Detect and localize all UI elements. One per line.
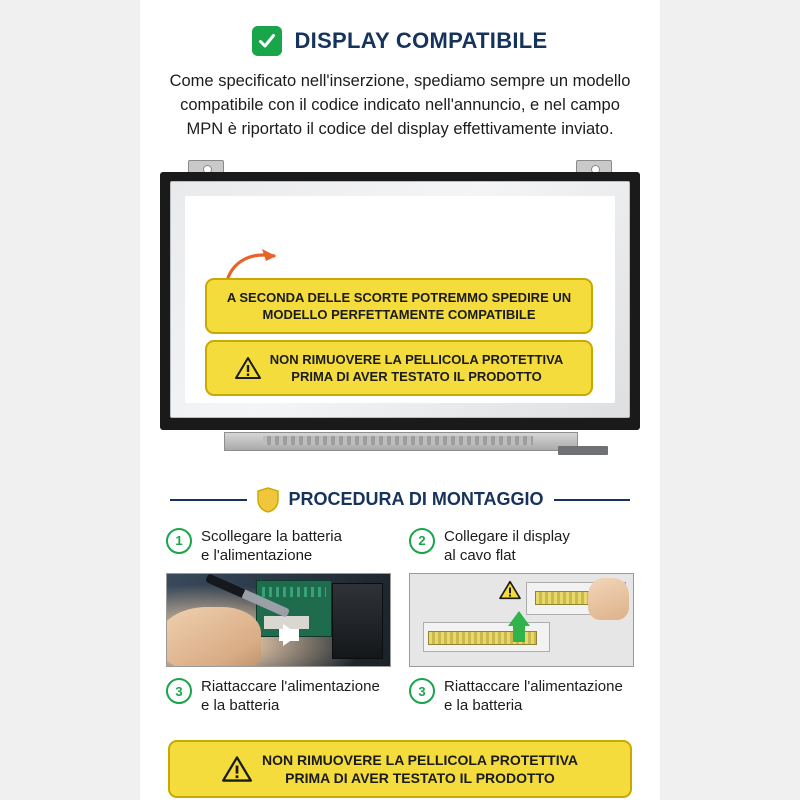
step-text-line1: Riattaccare l'alimentazione: [201, 678, 380, 696]
display-illustration: [150, 160, 650, 465]
callout-protective-film-line1: NON RIMUOVERE LA PELLICOLA PROTETTIVA: [269, 351, 564, 367]
check-mark-icon: [252, 26, 282, 56]
callout-protective-film-text: [270, 351, 563, 385]
procedure-title: PROCEDURA DI MONTAGGIO: [288, 489, 544, 510]
warning-triangle-icon: [222, 755, 252, 783]
step-text: [201, 677, 380, 715]
divider-right: [554, 499, 631, 501]
content-column: [140, 0, 660, 800]
step-item: [409, 527, 634, 565]
step-number: 2: [409, 528, 435, 554]
warning-triangle-icon: [499, 580, 521, 600]
step-text-line2: al cavo flat: [444, 546, 516, 564]
page-title: DISPLAY COMPATIBILE: [294, 28, 548, 53]
step-item: [166, 677, 391, 715]
footer-warning-text: [262, 751, 578, 787]
procedure-header: [170, 487, 630, 513]
display-backlight-strip: [224, 432, 578, 451]
flat-cable-connectors-photo: [409, 573, 634, 667]
step-number: 3: [409, 678, 435, 704]
step-text-line2: e la batteria: [201, 697, 280, 715]
step-item: [166, 527, 391, 565]
step-text: [444, 527, 570, 565]
warning-triangle-icon: [235, 356, 261, 380]
callout-protective-film: [205, 340, 593, 396]
intro-paragraph: Come specificato nell'inserzione, spediamo sempre un modello compatibile con il codice indicato nell'annuncio, e nel campo MPN è riportato il codice del display effettivamente inviato.: [169, 72, 631, 138]
hand-shape: [166, 607, 261, 667]
step-number: 1: [166, 528, 192, 554]
shield-icon: [257, 487, 279, 513]
procedure-steps-grid: [166, 527, 634, 724]
step-item: [409, 677, 634, 715]
step-number: 3: [166, 678, 192, 704]
step-text-line2: e l'alimentazione: [201, 546, 313, 564]
step-text-line1: Collegare il display: [444, 527, 570, 545]
battery-shape: [332, 583, 383, 659]
header: [140, 0, 660, 56]
right-margin-rail: [660, 0, 800, 800]
step-text-line1: Riattaccare l'alimentazione: [444, 678, 623, 696]
callout-stock-notice: [205, 278, 593, 334]
callout-stock-notice-text: A SECONDA DELLE SCORTE POTREMMO SPEDIRE UN MODELLO PERFETTAMENTE COMPATIBILE: [226, 289, 572, 322]
step-text: [444, 677, 623, 715]
display-flat-connector: [558, 446, 608, 455]
laptop-internals-photo: [166, 573, 391, 667]
callout-protective-film-line2: PRIMA DI AVER TESTATO IL PRODOTTO: [291, 368, 542, 384]
insert-direction-arrow-icon: [508, 611, 530, 626]
footer-warning-line2: PRIMA DI AVER TESTATO IL PRODOTTO: [285, 770, 555, 787]
finger-shape: [588, 578, 628, 620]
footer-warning-line1: NON RIMUOVERE LA PELLICOLA PROTETTIVA: [261, 752, 579, 768]
step-text-line2: e la batteria: [444, 697, 523, 715]
footer-warning-banner: [168, 740, 632, 798]
left-margin-rail: [0, 0, 140, 800]
divider-left: [170, 499, 247, 501]
step-text-line1: Scollegare la batteria: [201, 527, 342, 545]
step-text: [201, 527, 342, 565]
pointer-arrow-icon: [283, 624, 299, 646]
